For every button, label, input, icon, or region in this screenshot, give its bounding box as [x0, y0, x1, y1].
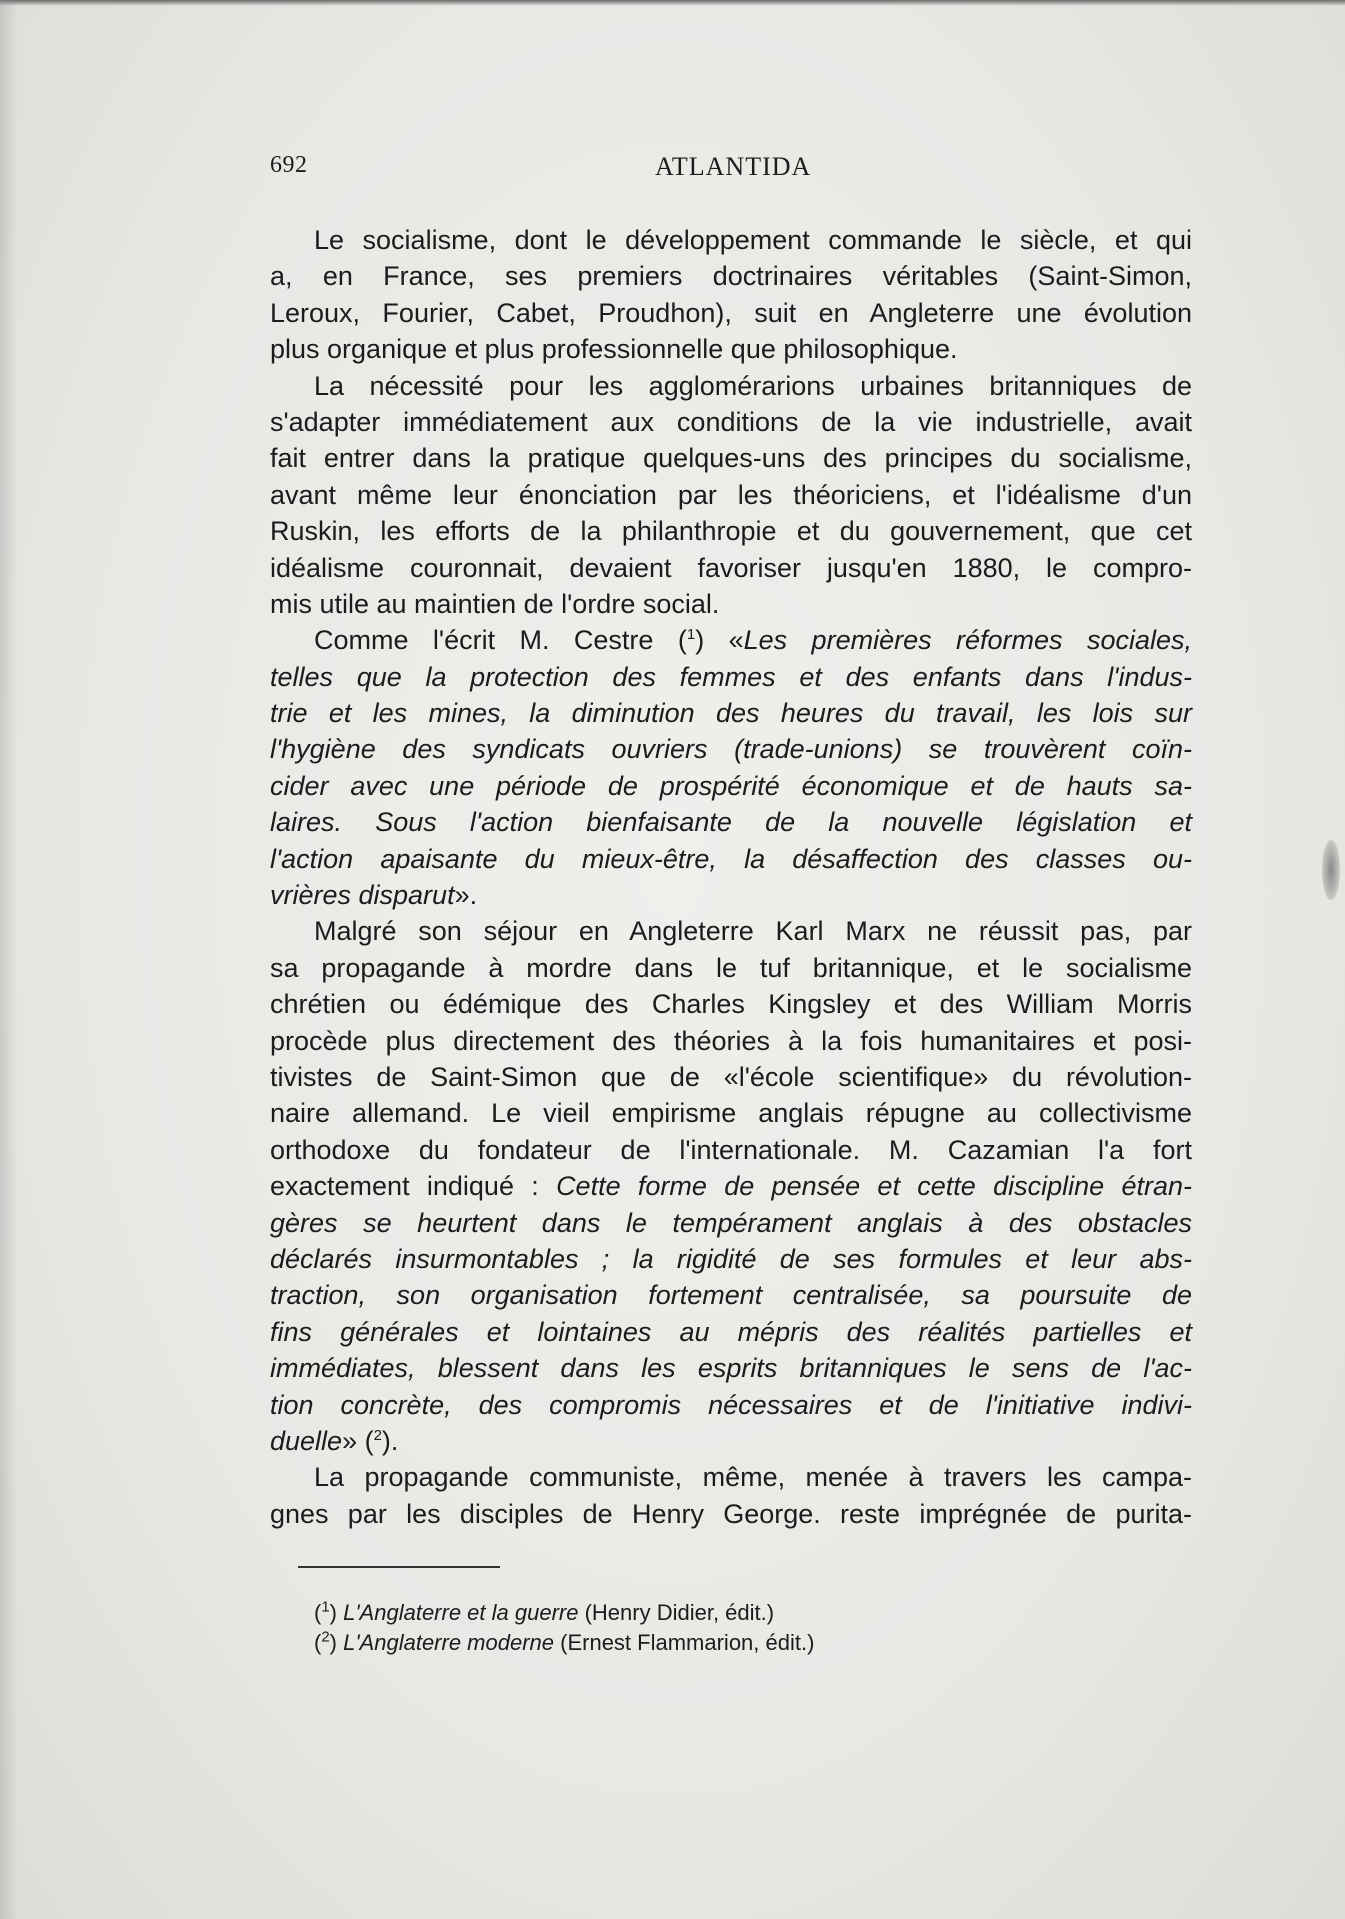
- text-line: [270, 1387, 1192, 1423]
- italic-text: Les premières réformes sociales,: [743, 625, 1192, 656]
- text-segment: » (: [342, 1425, 374, 1456]
- text-segment: mis utile au maintien de l'ordre social.: [270, 588, 720, 619]
- text-segment: Ruskin, les efforts de la philanthropie et du gouvernement, que cet: [270, 516, 1192, 547]
- text-segment: Malgré son séjour en Angleterre Karl Marx ne réussit pas, par: [314, 916, 1192, 947]
- text-line: [270, 295, 1192, 331]
- text-line: [270, 841, 1192, 877]
- text-line: [270, 258, 1192, 294]
- text-segment: idéalisme couronnait, devaient favoriser jusqu'en 1880, le compro-: [270, 552, 1192, 583]
- text-line: [270, 331, 1192, 367]
- italic-text: déclarés insurmontables ; la rigidité de ses formules et leur abs-: [270, 1243, 1192, 1274]
- footnote-paren: (: [314, 1600, 322, 1625]
- text-line: [270, 622, 1192, 658]
- text-line: [270, 1168, 1192, 1204]
- text-segment: La nécessité pour les agglomérarions urbaines britanniques de: [314, 370, 1192, 401]
- text-segment: Comme l'écrit M. Cestre (: [314, 625, 687, 656]
- footnote-ref: 2: [373, 1426, 382, 1444]
- text-segment: exactement indiqué :: [270, 1171, 557, 1202]
- scan-edge-mark: [1322, 840, 1340, 900]
- text-segment: ).: [381, 1425, 399, 1456]
- footnote-paren: ): [329, 1600, 344, 1625]
- text-line: [270, 1023, 1192, 1059]
- italic-text: l'hygiène des syndicats ouvriers (trade-unions) se trouvèrent coïn-: [270, 734, 1192, 765]
- text-line: [270, 1205, 1192, 1241]
- footnote-paren: (: [314, 1630, 322, 1655]
- text-line: [270, 1241, 1192, 1277]
- text-segment: chrétien ou édémique des Charles Kingsley et des William Morris: [270, 989, 1192, 1020]
- footnote-publisher: (Ernest Flammarion, édit.): [554, 1630, 815, 1655]
- text-segment: naire allemand. Le vieil empirisme anglais répugne au collectivisme: [270, 1098, 1192, 1129]
- italic-text: immédiates, blessent dans les esprits britanniques le sens de l'ac-: [270, 1353, 1192, 1384]
- page-number: 692: [270, 152, 308, 178]
- text-line: [270, 731, 1192, 767]
- text-segment: fait entrer dans la pratique quelques-uns des principes du socialisme,: [270, 443, 1192, 474]
- italic-text: Cette forme de pensée et cette discipline étran-: [556, 1171, 1192, 1202]
- text-segment: procède plus directement des théories à la fois humanitaires et posi-: [270, 1025, 1192, 1056]
- text-line: [270, 1059, 1192, 1095]
- text-line: [270, 550, 1192, 586]
- text-segment: Le socialisme, dont le développement commande le siècle, et qui: [314, 225, 1192, 255]
- text-segment: a, en France, ses premiers doctrinaires véritables (Saint-Simon,: [270, 261, 1192, 292]
- text-segment: gnes par les disciples de Henry George. reste imprégnée de purita-: [270, 1498, 1192, 1529]
- footnote-title: L'Anglaterre moderne: [343, 1630, 555, 1655]
- footnote-rule: [298, 1566, 500, 1568]
- text-line: [270, 768, 1192, 804]
- text-line: [270, 659, 1192, 695]
- italic-text: laires. Sous l'action bienfaisante de la nouvelle législation et: [270, 807, 1192, 838]
- text-segment: Leroux, Fourier, Cabet, Proudhon), suit en Angleterre une évolution: [270, 297, 1192, 328]
- italic-text: telles que la protection des femmes et des enfants dans l'indus-: [270, 661, 1192, 692]
- text-line: [270, 950, 1192, 986]
- text-segment: La propagande communiste, même, menée à travers les campa-: [314, 1462, 1192, 1493]
- text-line: [270, 1496, 1192, 1532]
- italic-text: gères se heurtent dans le tempérament anglais à des obstacles: [270, 1207, 1192, 1238]
- italic-text: trie et les mines, la diminution des heures du travail, les lois sur: [270, 698, 1192, 729]
- body-text: [270, 222, 1192, 1532]
- text-segment: ) «: [695, 625, 744, 656]
- italic-text: fins générales et lointaines au mépris des réalités partielles et: [270, 1316, 1192, 1347]
- text-segment: plus organique et plus professionnelle que philosophique.: [270, 334, 958, 365]
- text-line: [270, 877, 1192, 913]
- running-head: [270, 152, 1192, 186]
- footnote: [314, 1628, 1074, 1658]
- text-line: [270, 913, 1192, 949]
- text-line: [270, 986, 1192, 1022]
- text-segment: s'adapter immédiatement aux conditions de la vie industrielle, avait: [270, 406, 1192, 437]
- text-segment: tivistes de Saint-Simon que de «l'école scientifique» du révolution-: [270, 1061, 1192, 1092]
- text-line: [270, 1423, 1192, 1459]
- text-segment: sa propagande à mordre dans le tuf britannique, et le socialisme: [270, 952, 1192, 983]
- footnote-paren: ): [329, 1630, 344, 1655]
- text-line: [270, 404, 1192, 440]
- text-line: [270, 804, 1192, 840]
- text-segment: ».: [454, 880, 478, 911]
- footnote-title: L'Anglaterre et la guerre: [343, 1600, 579, 1625]
- text-line: [270, 1132, 1192, 1168]
- italic-text: cider avec une période de prospérité économique et de hauts sa-: [270, 770, 1192, 801]
- text-line: [270, 1095, 1192, 1131]
- text-line: [270, 586, 1192, 622]
- text-line: [270, 368, 1192, 404]
- text-line: [270, 513, 1192, 549]
- footnote-marker: 1: [321, 1598, 330, 1616]
- italic-text: l'action apaisante du mieux-être, la désaffection des classes ou-: [270, 843, 1192, 874]
- text-line: [270, 1314, 1192, 1350]
- text-line: [270, 477, 1192, 513]
- footnote-marker: 2: [321, 1628, 330, 1646]
- footnote-publisher: (Henry Didier, édit.): [578, 1600, 775, 1625]
- italic-text: traction, son organisation fortement centralisée, sa poursuite de: [270, 1280, 1192, 1311]
- footnote-ref: 1: [686, 626, 696, 644]
- footnote: [314, 1598, 1074, 1628]
- text-line: [270, 440, 1192, 476]
- text-line: [270, 695, 1192, 731]
- page-top-edge-shadow: [0, 0, 1345, 6]
- text-line: [270, 1277, 1192, 1313]
- page-left-edge-shadow: [0, 0, 18, 1919]
- text-segment: avant même leur énonciation par les théoriciens, et l'idéalisme d'un: [270, 479, 1192, 510]
- footnotes: [314, 1598, 1074, 1658]
- italic-text: tion concrète, des compromis nécessaires et de l'initiative indivi-: [270, 1389, 1192, 1420]
- italic-text: vrières disparut: [270, 880, 455, 911]
- journal-title: ATLANTIDA: [655, 152, 812, 181]
- text-line: [270, 1459, 1192, 1495]
- text-segment: orthodoxe du fondateur de l'internationale. M. Cazamian l'a fort: [270, 1134, 1192, 1165]
- italic-text: duelle: [270, 1425, 343, 1456]
- text-line: [270, 222, 1192, 258]
- text-line: [270, 1350, 1192, 1386]
